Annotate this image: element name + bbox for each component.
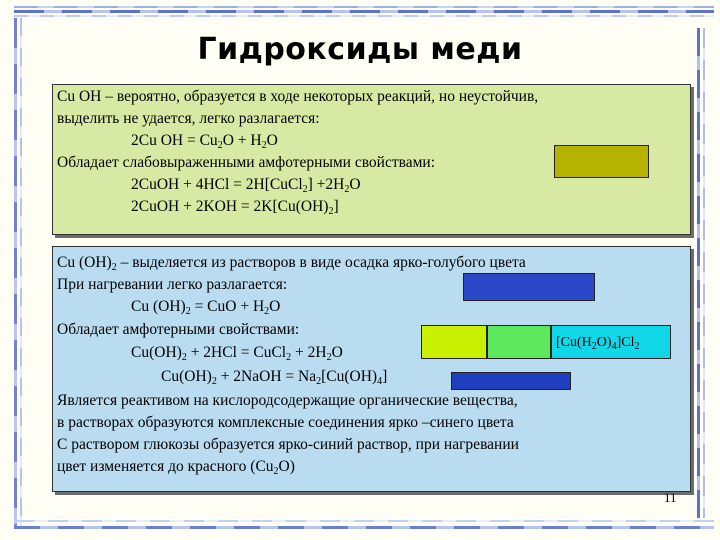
text-line: выделить не удается, легко разлагается: xyxy=(57,110,320,127)
equation-base: $Cu(OH)_2$ + 2NaOH = $Na_2[Cu(OH)_4]$ xyxy=(161,368,388,387)
equation-base: 2CuOH + $2KOH = 2K[Cu(OH)_2]$ xyxy=(131,198,339,217)
cuoh2-info-box xyxy=(52,246,691,492)
equation-decomposition: Cu $(OH)_2$ = CuO + $H_2O$ xyxy=(131,298,281,317)
complex-formula-label: $[Cu(H_2O)_4]Cl_2$ xyxy=(556,335,640,352)
text-line: Является реактивом на кислородсодержащие органические вещества, xyxy=(57,392,518,409)
cuoh-info-box xyxy=(52,84,691,235)
color-swatch-green xyxy=(487,325,551,359)
page-title: Гидроксиды меди xyxy=(197,32,523,67)
text-line: При нагревании легко разлагается: xyxy=(57,276,288,293)
equation-acid: 2CuOH + 4HCl = 2H[CuCl$_2$] $+2H_2O$ xyxy=(131,176,361,195)
color-swatch-cyan-complex xyxy=(551,325,671,359)
text-line: Cu $(OH)_2$ – выделяется из растворов в виде осадка ярко-голубого цвета xyxy=(57,254,526,273)
text-line: Обладает слабовыраженными амфотерными свойствами: xyxy=(57,154,436,171)
color-swatch-yellow-green xyxy=(421,325,487,359)
decorative-right-line xyxy=(703,28,705,518)
page-number: 11 xyxy=(664,490,677,505)
text-line: в растворах образуются комплексные соединения ярко –синего цвета xyxy=(57,414,514,431)
color-swatch-bright-blue xyxy=(463,273,595,301)
equation-acid: $Cu(OH)_2 + 2HCl$ = CuCl$_2$ + $2H_2O$ xyxy=(131,344,343,363)
text-line: цвет изменяется до красного $(Cu_2O)$ xyxy=(57,458,295,477)
decorative-top-line xyxy=(14,10,714,13)
decorative-bottom-line xyxy=(14,520,714,522)
decorative-left-line xyxy=(14,18,17,528)
color-swatch-deep-blue xyxy=(451,372,571,390)
decorative-top-line xyxy=(14,6,714,8)
decorative-left-line xyxy=(20,18,22,528)
equation-decomposition: 2Cu OH = $Cu_2O + H_2O$ xyxy=(131,132,278,151)
text-line: Cu OH – вероятно, образуется в ходе некоторых реакций, но неустойчив, xyxy=(57,88,539,105)
color-swatch-olive xyxy=(554,145,649,178)
decorative-right-line xyxy=(697,28,700,518)
text-line: С раствором глюкозы образуется ярко-синий раствор, при нагревании xyxy=(57,436,519,453)
decorative-top-line xyxy=(14,15,714,17)
text-line: Обладает амфотерными свойствами: xyxy=(57,321,300,338)
decorative-bottom-line xyxy=(14,526,714,529)
